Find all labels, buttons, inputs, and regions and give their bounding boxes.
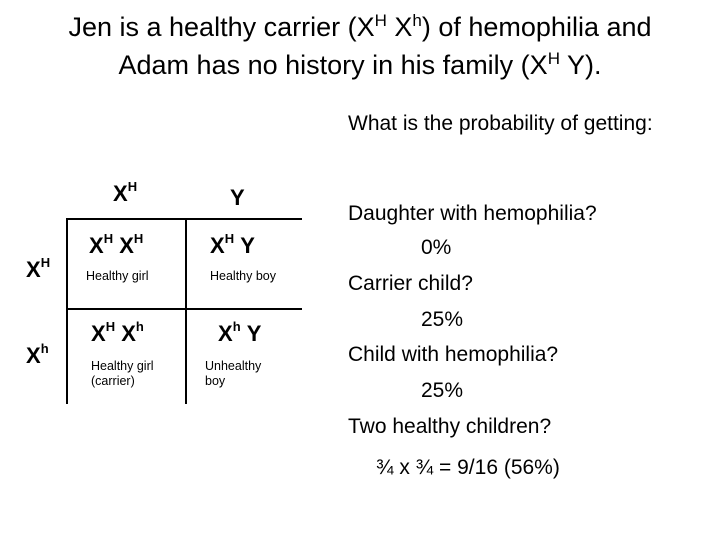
answer-two-healthy: ¾ x ¾ = 9/16 (56%) [376, 456, 560, 479]
top-header-y: Y [230, 185, 245, 210]
answer-child-hemophilia: 25% [421, 379, 464, 402]
slide-title [0, 8, 720, 84]
side-header-xh: $X^H$ [26, 255, 51, 282]
cell-genotype-xh-xh: $X^H$ $X^H$ [89, 231, 144, 258]
question-two-healthy: Two healthy children? [348, 415, 552, 438]
side-header-xlh: $X^h$ [26, 341, 49, 368]
grid-center-line [185, 218, 187, 404]
cell-genotype-xh-y: $X^H$ Y [210, 231, 255, 258]
question-child-hemophilia: Child with hemophilia? [348, 343, 559, 366]
cell-label-healthy-girl-carrier: Healthy girl (carrier) [91, 359, 154, 388]
top-header-xh: $X^H$ [113, 179, 138, 206]
cell-genotype-xh-xlh: $X^H$ $X^h$ [91, 319, 144, 346]
cell-label-healthy-boy: Healthy boy [210, 269, 277, 283]
cell-label-unhealthy-boy: Unhealthy boy [205, 359, 262, 388]
title-line-1: Jen is a healthy carrier ($X^H$ $X^h$) of hemophilia and [68, 11, 652, 42]
cell-genotype-xlh-y: $X^h$ Y [218, 319, 262, 346]
grid-left-line [66, 218, 68, 404]
answer-daughter-hemophilia: 0% [421, 236, 452, 259]
grid-middle-line [66, 308, 302, 310]
question-carrier-child: Carrier child? [348, 272, 473, 295]
question-daughter-hemophilia: Daughter with hemophilia? [348, 202, 597, 225]
title-line-2: Adam has no history in his family ($X^H$ Y). [118, 49, 602, 80]
question-intro: What is the probability of getting: [348, 112, 653, 135]
grid-top-line [66, 218, 302, 220]
answer-carrier-child: 25% [421, 308, 464, 331]
cell-label-healthy-girl: Healthy girl [86, 269, 149, 283]
